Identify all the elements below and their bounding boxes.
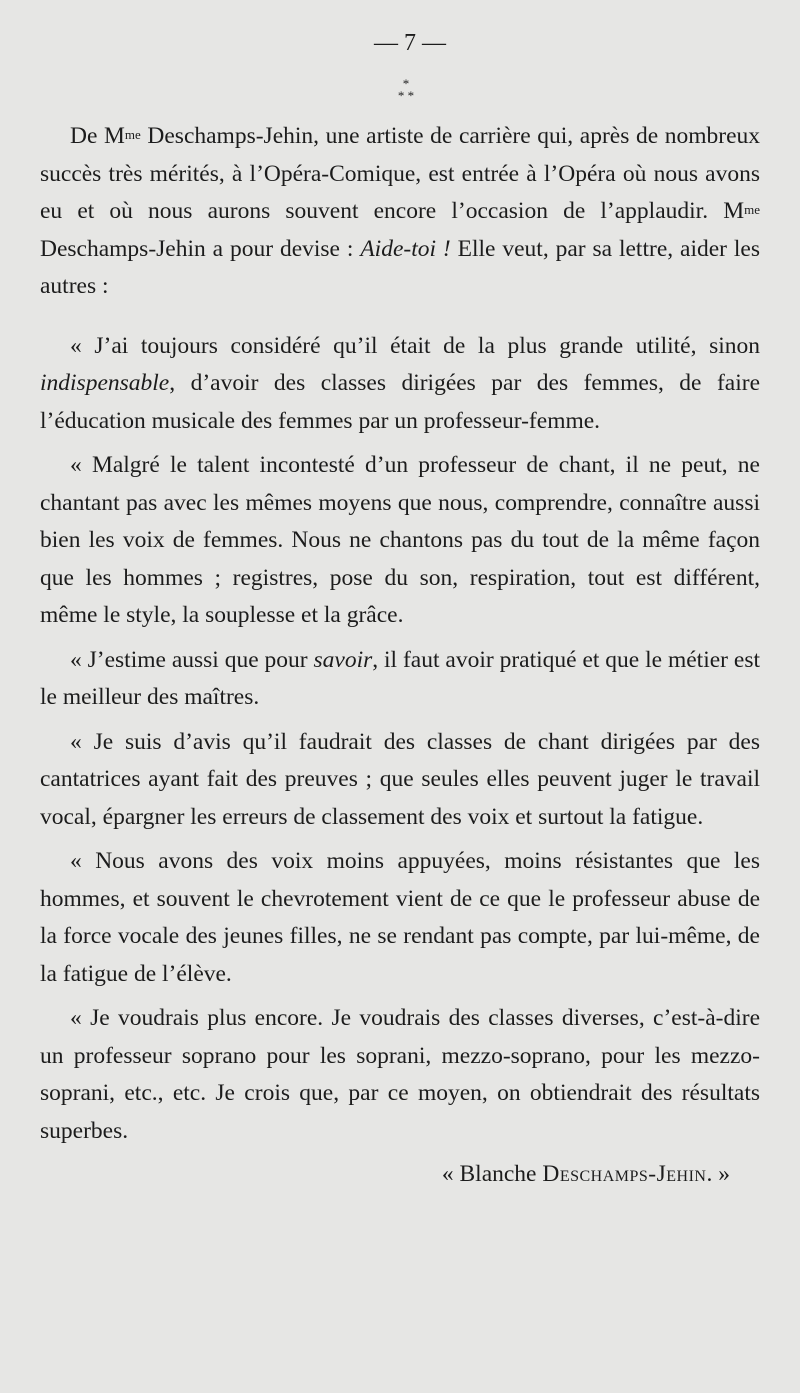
letter-p1-text-b: , d’avoir des classes dirigées par des femmes, de faire l’éducation musicale des femmes par un professeur-femme. [40, 370, 760, 434]
letter-p3-text-a: « J’estime aussi que pour [70, 646, 314, 673]
letter-paragraph-2: « Malgré le talent incontesté d’un professeur de chant, il ne peut, ne chantant pas avec les mêmes moyens que nous, comprendre, connaître aussi bien les voix de femmes. Nous ne chantons pas du tout de la même façon que les hommes ; registres, pose du son, respiration, tout est différent, même le style, la souplesse et la grâce. [40, 452, 760, 628]
letter-p3-emphasis: savoir [313, 646, 373, 673]
asterism-top: * [402, 76, 410, 91]
page-number: — 7 — [374, 30, 446, 56]
letter-paragraph-6: « Je voudrais plus encore. Je voudrais des classes diverses, c’est-à-dire un professeur soprano pour les soprani, mezzo-soprano, pour les mezzo-soprani, etc., etc. Je crois que, par ce moyen, on obtiendrait des résultats superbes. [40, 1005, 760, 1144]
title-abbrev-1: me [124, 127, 141, 142]
intro-paragraph [40, 118, 760, 306]
signature-close: . » [706, 1161, 730, 1187]
letter-paragraph-4: « Je suis d’avis qu’il faudrait des classes de chant dirigées par des cantatrices ayant fait des preuves ; que seules elles peuvent juger le travail vocal, épargner les erreurs de classement des voix et surtout la fatigue. [40, 728, 760, 830]
motto: Aide-toi ! [360, 235, 451, 262]
asterism-bottom: * * [397, 88, 415, 103]
letter-paragraph-1 [40, 328, 760, 441]
signature-open: « Blanche [441, 1161, 543, 1187]
intro-text-2: Deschamps-Jehin, une artiste de carrière qui, après de nombreux succès très mérités, à l’Opéra-Comique, est entrée à l’Opéra où nous avons eu et où nous aurons souvent encore l’occasion de l’applaudir. M [40, 123, 761, 224]
intro-text-1: De M [70, 123, 125, 149]
intro-text-3: Deschamps-Jehin a pour devise : [40, 235, 361, 262]
letter-p1-emphasis: indispensable [40, 370, 170, 396]
signature-name: Deschamps-Jehin [542, 1161, 707, 1187]
signature [40, 1156, 730, 1194]
letter-paragraph-3 [40, 642, 760, 717]
letter-paragraph-5: « Nous avons des voix moins appuyées, moins résistantes que les hommes, et souvent le chevrotement vient de ce que le professeur abuse de la force vocale des jeunes filles, ne se rendant pas compte, par lui-même, de la fatigue de l’élève. [40, 848, 760, 987]
title-abbrev-2: me [744, 202, 760, 217]
intro-text-4: Elle veut, par sa lettre, aider les autres : [40, 235, 760, 299]
letter-p1-text-a: « J’ai toujours considéré qu’il était de la plus grande utilité, sinon [70, 332, 760, 359]
letter-p3-text-b: , il faut avoir pratiqué et que le métier est le meilleur des maîtres. [40, 646, 760, 710]
asterism-separator [40, 78, 760, 102]
